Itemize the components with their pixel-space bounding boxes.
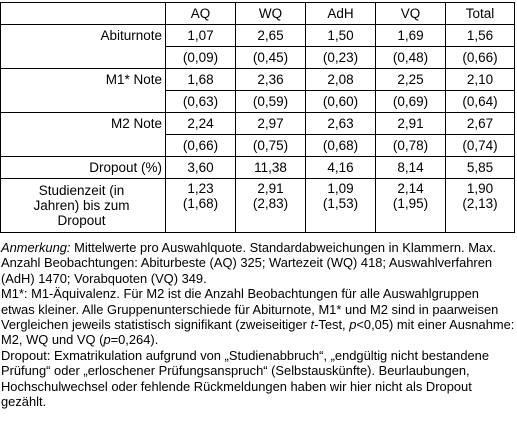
table-cell-sd: (0,48) (376, 47, 446, 69)
table-cell: 1,69 (376, 25, 446, 47)
header-cell-wq: WQ (236, 3, 306, 25)
table-cell: 2,10 (446, 69, 515, 91)
cell-sd: (1,53) (322, 196, 359, 211)
header-cell-aq: AQ (166, 3, 236, 25)
cell-value: 1,09 (327, 181, 354, 196)
table-cell-sd: (0,45) (236, 47, 306, 69)
table-cell (166, 179, 236, 233)
note-italic-p: p (349, 317, 357, 333)
row-label: Dropout (%) (1, 157, 166, 179)
cell-value: 2,14 (397, 181, 424, 196)
table-cell: 1,68 (166, 69, 236, 91)
note-paragraph-1 (1, 240, 515, 286)
table-cell-sd: (0,78) (376, 135, 446, 157)
table-cell-sd: (0,74) (446, 135, 515, 157)
table-cell: 8,14 (376, 157, 446, 179)
table-cell-sd: (0,59) (236, 91, 306, 113)
row-label (1, 179, 166, 233)
table-cell: 2,25 (376, 69, 446, 91)
table-row-dropout (1, 157, 515, 179)
header-cell-total: Total (446, 3, 515, 25)
table-header-row (1, 3, 515, 25)
table-cell: 11,38 (236, 157, 306, 179)
table-cell: 1,56 (446, 25, 515, 47)
cell-sd: (1,68) (182, 196, 219, 211)
table-cell: 1,07 (166, 25, 236, 47)
cell-sd: (2,83) (252, 196, 289, 211)
table-cell: 2,97 (236, 113, 306, 135)
note-text: Dropout: Exmatrikulation aufgrund von „Studienabbruch“, „endgültig nicht bestandene Prüfung“ oder „erloschener Prüfungsanspruch“ (Selbstauskünfte). Beurlaubungen, Hochschulwechsel oder fehlende Rückmeldungen haben wir hier nicht als Dropout gezählt. (1, 347, 490, 410)
table-row-studienzeit (1, 179, 515, 233)
table-cell: 3,60 (166, 157, 236, 179)
table-cell-sd: (0,66) (166, 135, 236, 157)
header-cell-adh: AdH (306, 3, 376, 25)
cell-value: 1,23 (187, 181, 214, 196)
table-cell-sd: (0,09) (166, 47, 236, 69)
table-cell: 2,36 (236, 69, 306, 91)
note-italic-t: t (310, 317, 315, 333)
table-cell: 2,08 (306, 69, 376, 91)
row-label: M1* Note (1, 69, 166, 113)
row-label: Abiturnote (1, 25, 166, 69)
table-cell-sd: (0,69) (376, 91, 446, 113)
table-row-m2-note (1, 113, 515, 135)
cell-sd: (2,13) (462, 196, 498, 211)
note-text: -Test, (314, 317, 350, 333)
note-text: =0,264). (110, 332, 159, 348)
table-cell (236, 179, 306, 233)
table-cell-sd: (0,68) (306, 135, 376, 157)
table-cell-sd: (0,66) (446, 47, 515, 69)
table-cell (376, 179, 446, 233)
table-cell-sd: (0,64) (446, 91, 515, 113)
cell-value: 2,91 (257, 181, 284, 196)
table-cell: 2,91 (376, 113, 446, 135)
table-row-abiturnote (1, 25, 515, 47)
table-cell: 1,50 (306, 25, 376, 47)
row-label: M2 Note (1, 113, 166, 157)
note-text: <0,05) mit einer Ausnahme: M2, WQ und VQ ( (1, 317, 515, 348)
table-row-m1-note (1, 69, 515, 91)
note-lead: Anmerkung: (1, 240, 71, 255)
table-note (1, 240, 515, 409)
table-cell: 4,16 (306, 157, 376, 179)
table-cell: 2,67 (446, 113, 515, 135)
note-italic-p: p (103, 332, 111, 348)
note-paragraph-3 (1, 348, 515, 410)
header-cell-vq: VQ (376, 3, 446, 25)
table-cell-sd: (0,60) (306, 91, 376, 113)
note-paragraph-2 (1, 286, 515, 348)
cell-value: 1,90 (466, 181, 494, 196)
table-cell-sd: (0,63) (166, 91, 236, 113)
row-label-line: Studienzeit (in (38, 183, 125, 198)
row-label-line: Jahren) bis zum (33, 198, 130, 213)
header-cell-empty (1, 3, 166, 25)
table-cell (446, 179, 515, 233)
note-text: M1*: M1-Äquivalenz. Für M2 ist die Anzahl Beobachtungen für alle Auswahlgruppen etwas kleiner. Alle Gruppenunterschiede für Abiturnote, M1* und M2 sind in paarweisen Vergleichen jeweils statistisch signifikant (zweiseitiger (1, 286, 499, 333)
results-table (0, 2, 515, 233)
cell-sd: (1,95) (392, 196, 429, 211)
row-label-line: Dropout (57, 213, 106, 228)
table-cell: 2,65 (236, 25, 306, 47)
table-cell: 2,24 (166, 113, 236, 135)
note-text: Mittelwerte pro Auswahlquote. Standardabweichungen in Klammern. Max. Anzahl Beobachtungen: Abiturbeste (AQ) 325; Wartezeit (WQ) 418; Auswahlverfahren (AdH) 1470; Vorabquoten (VQ) 349. (1, 240, 497, 286)
table-cell-sd: (0,23) (306, 47, 376, 69)
table-cell-sd: (0,75) (236, 135, 306, 157)
table-cell (306, 179, 376, 233)
table-cell: 5,85 (446, 157, 515, 179)
table-cell: 2,63 (306, 113, 376, 135)
